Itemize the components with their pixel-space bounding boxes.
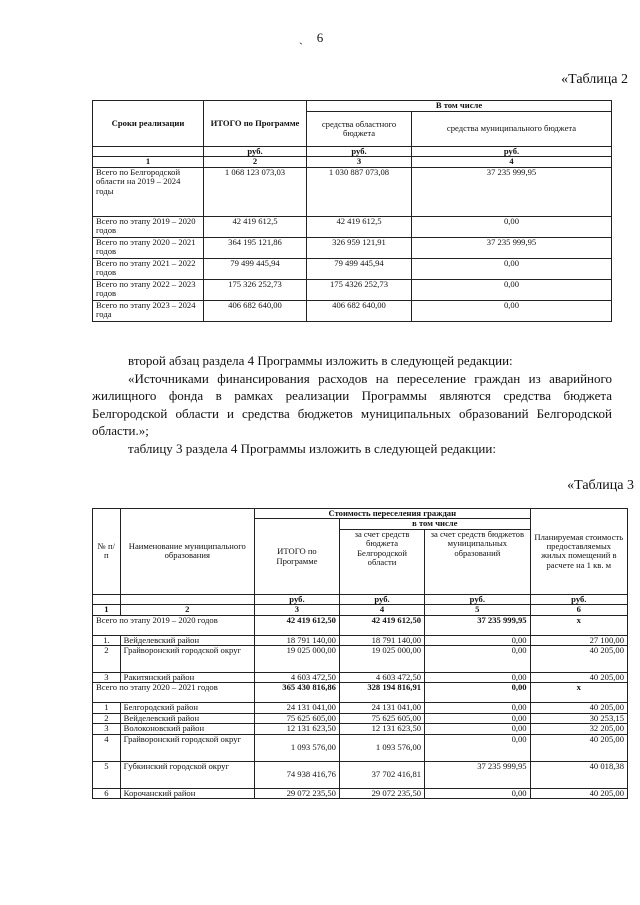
cell-total: 12 131 623,50 (254, 724, 339, 734)
cell-num: 6 (93, 788, 121, 798)
cell-num: 3 (93, 724, 121, 734)
header-municipal: средства муниципального бюджета (412, 112, 612, 147)
header-period: Сроки реализации (93, 101, 204, 147)
table-row (93, 734, 628, 761)
col-number: 1 (93, 157, 204, 167)
cell-name: Грайворонский городской округ (120, 646, 254, 673)
cell-name: Ракитянский район (120, 673, 254, 683)
col-number: 3 (254, 605, 339, 615)
col-number: 4 (339, 605, 424, 615)
cell-total: 74 938 416,76 (254, 761, 339, 788)
header-planned: Планируемая стоимость предоставляемых жилых помещений в расчете на 1 кв. м (530, 509, 627, 595)
cell-planned: 40 205,00 (530, 673, 627, 683)
cell-municipal: 0,00 (425, 713, 531, 723)
cell-total: 42 419 612,50 (254, 615, 339, 635)
cell-total: 24 131 041,00 (254, 703, 339, 713)
cell-num: 4 (93, 734, 121, 761)
page-number: 6 (316, 30, 324, 45)
header-including: В том числе (307, 101, 612, 112)
col-number: 5 (425, 605, 531, 615)
body-text (92, 352, 612, 457)
header-including: в том числе (339, 519, 530, 529)
cell-total: 4 603 472,50 (254, 673, 339, 683)
header-municipal: за счет средств бюджетов муниципальных образований (425, 529, 531, 594)
unit-empty (93, 594, 121, 604)
table2-caption: «Таблица 2 (561, 72, 628, 87)
cell-name: Вейделевский район (120, 635, 254, 645)
cell-municipal: 0,00 (425, 635, 531, 645)
cell-total: 75 625 605,00 (254, 713, 339, 723)
cell-name: Вейделевский район (120, 713, 254, 723)
cell-period: Всего по Белгородской области на 2019 – 2024 годы (93, 167, 204, 216)
unit-total: руб. (204, 147, 307, 157)
cell-planned: 40 205,00 (530, 703, 627, 713)
cell-stage-name: Всего по этапу 2020 – 2021 годов (93, 683, 255, 703)
cell-total: 1 068 123 073,03 (204, 167, 307, 216)
cell-municipal: 0,00 (425, 673, 531, 683)
cell-regional: 24 131 041,00 (339, 703, 424, 713)
cell-num: 5 (93, 761, 121, 788)
cell-name: Губкинский городской округ (120, 761, 254, 788)
paragraph: «Источниками финансирования расходов на переселение граждан из аварийного жилищного фонда в рамках реализации Программы являются средства бюджета Белгородской области и средства бюджетов муниципальных образований Белгородской области.»; (92, 370, 612, 438)
unit-planned: руб. (530, 594, 627, 604)
cell-regional: 79 499 445,94 (307, 258, 412, 279)
col-number: 2 (120, 605, 254, 615)
table-row (93, 279, 612, 300)
table-2 (92, 100, 612, 322)
cell-municipal: 0,00 (412, 300, 612, 321)
cell-name: Волоконовский район (120, 724, 254, 734)
cell-regional: 18 791 140,00 (339, 635, 424, 645)
cell-regional: 42 419 612,5 (307, 216, 412, 237)
table-row (93, 703, 628, 713)
cell-planned: 40 205,00 (530, 788, 627, 798)
cell-municipal: 37 235 999,95 (425, 615, 531, 635)
table-row (93, 724, 628, 734)
unit-municipal: руб. (412, 147, 612, 157)
cell-municipal: 0,00 (412, 258, 612, 279)
cell-name: Белгородский район (120, 703, 254, 713)
cell-total: 364 195 121,86 (204, 237, 307, 258)
header-num: № п/п (93, 509, 121, 595)
cell-planned: х (530, 615, 627, 635)
cell-total: 19 025 000,00 (254, 646, 339, 673)
cell-municipal: 0,00 (425, 788, 531, 798)
table-row (93, 258, 612, 279)
table-row (93, 216, 612, 237)
cell-planned: 40 205,00 (530, 734, 627, 761)
table-row (93, 713, 628, 723)
cell-regional: 42 419 612,50 (339, 615, 424, 635)
cell-regional: 29 072 235,50 (339, 788, 424, 798)
cell-total: 79 499 445,94 (204, 258, 307, 279)
table-row (93, 673, 628, 683)
table-row (93, 167, 612, 216)
cell-regional: 326 959 121,91 (307, 237, 412, 258)
cell-regional: 12 131 623,50 (339, 724, 424, 734)
cell-num: 1 (93, 703, 121, 713)
col-number: 4 (412, 157, 612, 167)
table-row (93, 761, 628, 788)
cell-regional: 4 603 472,50 (339, 673, 424, 683)
cell-regional: 406 682 640,00 (307, 300, 412, 321)
unit-regional: руб. (307, 147, 412, 157)
cell-planned: 40 018,38 (530, 761, 627, 788)
table-row (93, 788, 628, 798)
cell-total: 175 326 252,73 (204, 279, 307, 300)
header-name: Наименование муниципального образования (120, 509, 254, 595)
cell-period: Всего по этапу 2022 – 2023 годов (93, 279, 204, 300)
cell-period: Всего по этапу 2023 – 2024 года (93, 300, 204, 321)
unit-municipal: руб. (425, 594, 531, 604)
cell-municipal: 37 235 999,95 (412, 237, 612, 258)
cell-num: 1. (93, 635, 121, 645)
table-row-stage (93, 615, 628, 635)
col-number: 2 (204, 157, 307, 167)
cell-name: Корочанский район (120, 788, 254, 798)
cell-period: Всего по этапу 2019 – 2020 годов (93, 216, 204, 237)
header-cost-group: Стоимость переселения граждан (254, 509, 530, 519)
cell-municipal: 37 235 999,95 (412, 167, 612, 216)
header-total: ИТОГО по Программе (254, 519, 339, 594)
unit-empty (120, 594, 254, 604)
cell-total: 42 419 612,5 (204, 216, 307, 237)
table-3 (92, 508, 628, 799)
paragraph: таблицу 3 раздела 4 Программы изложить в следующей редакции: (128, 440, 496, 456)
cell-regional: 1 093 576,00 (339, 734, 424, 761)
cell-stage-name: Всего по этапу 2019 – 2020 годов (93, 615, 255, 635)
col-number: 3 (307, 157, 412, 167)
cell-regional: 1 030 887 073,08 (307, 167, 412, 216)
unit-regional: руб. (339, 594, 424, 604)
cell-regional: 175 4326 252,73 (307, 279, 412, 300)
table-row (93, 646, 628, 673)
cell-municipal: 0,00 (425, 646, 531, 673)
cell-municipal: 0,00 (412, 279, 612, 300)
header-regional: за счет средств бюджета Белгородской области (339, 529, 424, 594)
scan-mark: ˋ (299, 40, 303, 54)
cell-regional: 19 025 000,00 (339, 646, 424, 673)
cell-num: 2 (93, 646, 121, 673)
cell-regional: 75 625 605,00 (339, 713, 424, 723)
cell-regional: 37 702 416,81 (339, 761, 424, 788)
cell-total: 29 072 235,50 (254, 788, 339, 798)
cell-municipal: 0,00 (425, 734, 531, 761)
cell-municipal: 0,00 (425, 703, 531, 713)
header-total: ИТОГО по Программе (204, 101, 307, 147)
table-row (93, 300, 612, 321)
table-row-stage (93, 683, 628, 703)
cell-total: 18 791 140,00 (254, 635, 339, 645)
col-number: 1 (93, 605, 121, 615)
cell-num: 3 (93, 673, 121, 683)
cell-num: 2 (93, 713, 121, 723)
table-row (93, 237, 612, 258)
cell-total: 1 093 576,00 (254, 734, 339, 761)
cell-municipal: 0,00 (425, 724, 531, 734)
cell-municipal: 0,00 (412, 216, 612, 237)
cell-period: Всего по этапу 2020 – 2021 годов (93, 237, 204, 258)
cell-planned: х (530, 683, 627, 703)
cell-name: Грайворонский городской округ (120, 734, 254, 761)
col-number: 6 (530, 605, 627, 615)
cell-municipal: 37 235 999,95 (425, 761, 531, 788)
cell-period: Всего по этапу 2021 – 2022 годов (93, 258, 204, 279)
unit-empty (93, 147, 204, 157)
cell-planned: 32 205,00 (530, 724, 627, 734)
cell-total: 406 682 640,00 (204, 300, 307, 321)
cell-planned: 27 100,00 (530, 635, 627, 645)
cell-planned: 40 205,00 (530, 646, 627, 673)
table3-caption: «Таблица 3 (567, 478, 634, 493)
unit-total: руб. (254, 594, 339, 604)
header-regional: средства областного бюджета (307, 112, 412, 147)
cell-total: 365 430 816,86 (254, 683, 339, 703)
cell-planned: 30 253,15 (530, 713, 627, 723)
paragraph: второй абзац раздела 4 Программы изложить в следующей редакции: (128, 353, 513, 368)
cell-regional: 328 194 816,91 (339, 683, 424, 703)
cell-municipal: 0,00 (425, 683, 531, 703)
table-row (93, 635, 628, 645)
